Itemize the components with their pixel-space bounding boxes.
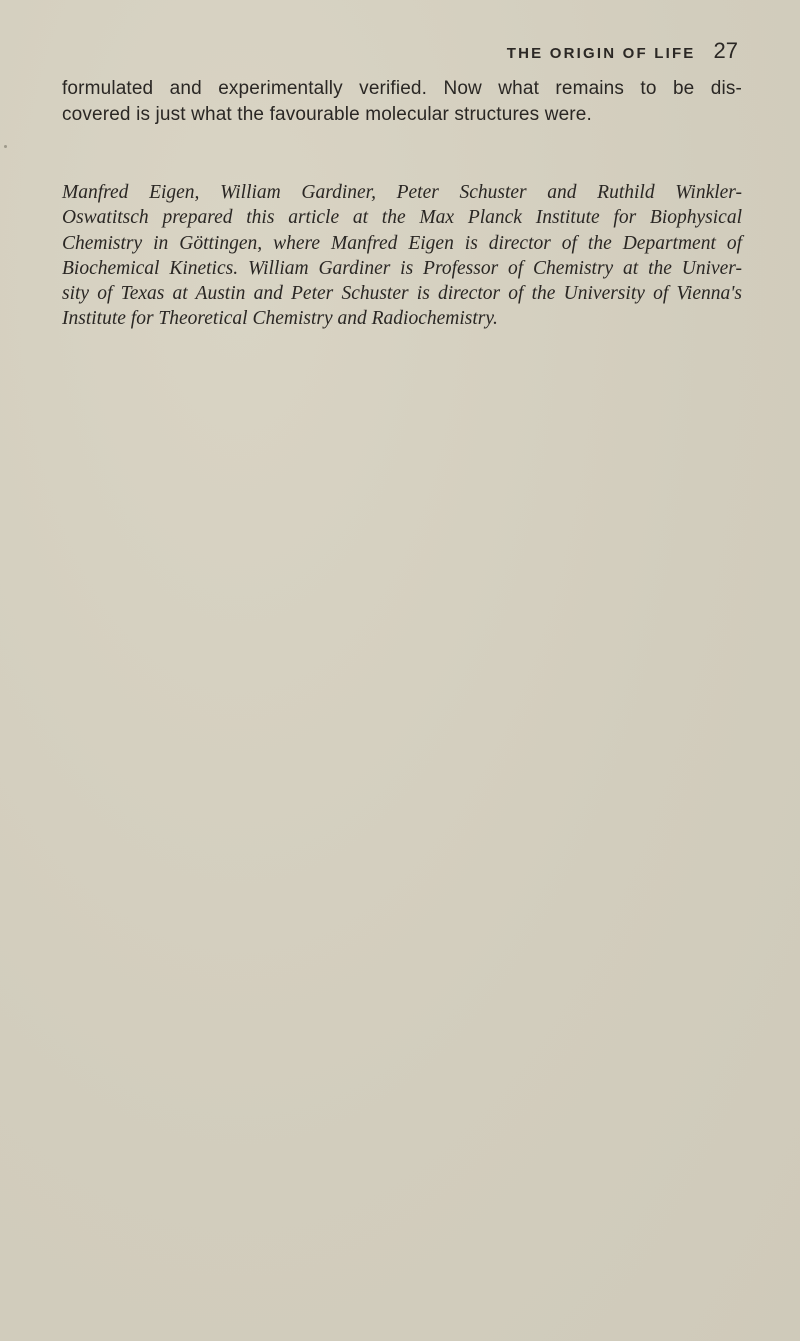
bio-line: sity of Texas at Austin and Peter Schuster is director of the University of Vienna's	[62, 283, 742, 305]
author-bio	[62, 180, 742, 332]
bio-line: Chemistry in Göttingen, where Manfred Eigen is director of the Department of	[62, 232, 742, 254]
bio-line: Biochemical Kinetics. William Gardiner is Professor of Chemistry at the Univer-	[62, 257, 742, 279]
body-paragraph	[62, 76, 742, 128]
body-line: formulated and experimentally verified. Now what remains to be dis-	[62, 78, 742, 99]
page-number: 27	[713, 38, 738, 63]
running-title: THE ORIGIN OF LIFE	[506, 45, 696, 62]
running-head	[507, 38, 738, 64]
bio-line: Oswatitsch prepared this article at the Max Planck Institute for Biophysical	[62, 207, 742, 229]
bio-line: Institute for Theoretical Chemistry and Radiochemistry.	[62, 308, 498, 330]
paper-speck	[4, 145, 7, 148]
bio-line: Manfred Eigen, William Gardiner, Peter Schuster and Ruthild Winkler-	[62, 182, 742, 203]
body-line: covered is just what the favourable molecular structures were.	[62, 104, 592, 125]
